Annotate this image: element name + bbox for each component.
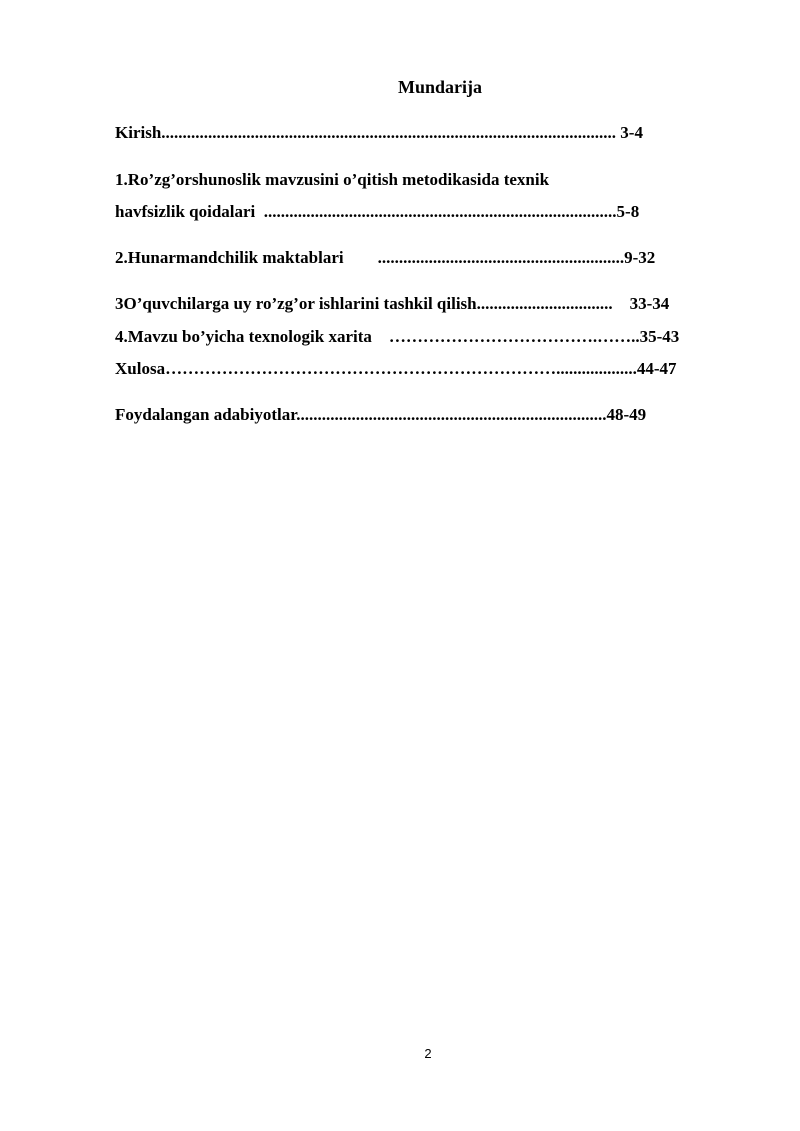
toc-leader: ........................................................................................................... <box>161 123 617 142</box>
page-title: Mundarija <box>397 77 482 97</box>
toc-entry-1-line1 <box>115 169 549 191</box>
toc-entry-xulosa <box>115 358 677 380</box>
toc-label: 3O’quvchilarga uy ro’zg’or ishlarini tashkil qilish <box>115 294 477 313</box>
toc-label: Foydalangan adabiyotlar <box>115 405 297 424</box>
toc-entry-2 <box>115 247 655 269</box>
toc-leader: ................................................................................... <box>263 202 617 221</box>
toc-entry-adabiyotlar <box>115 404 646 426</box>
toc-pages: 5-8 <box>616 202 640 221</box>
toc-label: havfsizlik qoidalari <box>115 202 264 221</box>
toc-label: Xulosa <box>115 359 166 378</box>
toc-leader: ……………………………………………………………................... <box>165 359 637 378</box>
toc-entry-3 <box>115 293 669 315</box>
toc-leader: ......................................................................... <box>296 405 607 424</box>
toc-pages: 48-49 <box>606 405 647 424</box>
toc-leader: ................................ <box>476 294 613 313</box>
toc-leader: ……………………………….…….. <box>388 327 640 346</box>
toc-pages: 33-34 <box>629 294 670 313</box>
toc-label: Kirish <box>115 123 162 142</box>
toc-pages: 44-47 <box>636 359 677 378</box>
toc-leader: .......................................................... <box>377 248 625 267</box>
toc-pages: 35-43 <box>639 327 680 346</box>
toc-entry-kirish <box>115 122 643 144</box>
page-number: 2 <box>424 1046 432 1061</box>
toc-gap <box>613 294 630 313</box>
toc-label: 2.Hunarmandchilik maktablari <box>115 248 344 267</box>
toc-label: 4.Mavzu bo’yicha texnologik xarita <box>115 327 372 346</box>
toc-entry-1-line2 <box>115 201 639 223</box>
toc-label: 1.Ro’zg’orshunoslik mavzusini o’qitish metodikasida texnik <box>115 170 550 189</box>
toc-entry-4 <box>115 326 679 348</box>
toc-pages: 3-4 <box>616 123 643 142</box>
toc-gap <box>344 248 378 267</box>
toc-gap <box>372 327 389 346</box>
toc-pages: 9-32 <box>624 248 656 267</box>
